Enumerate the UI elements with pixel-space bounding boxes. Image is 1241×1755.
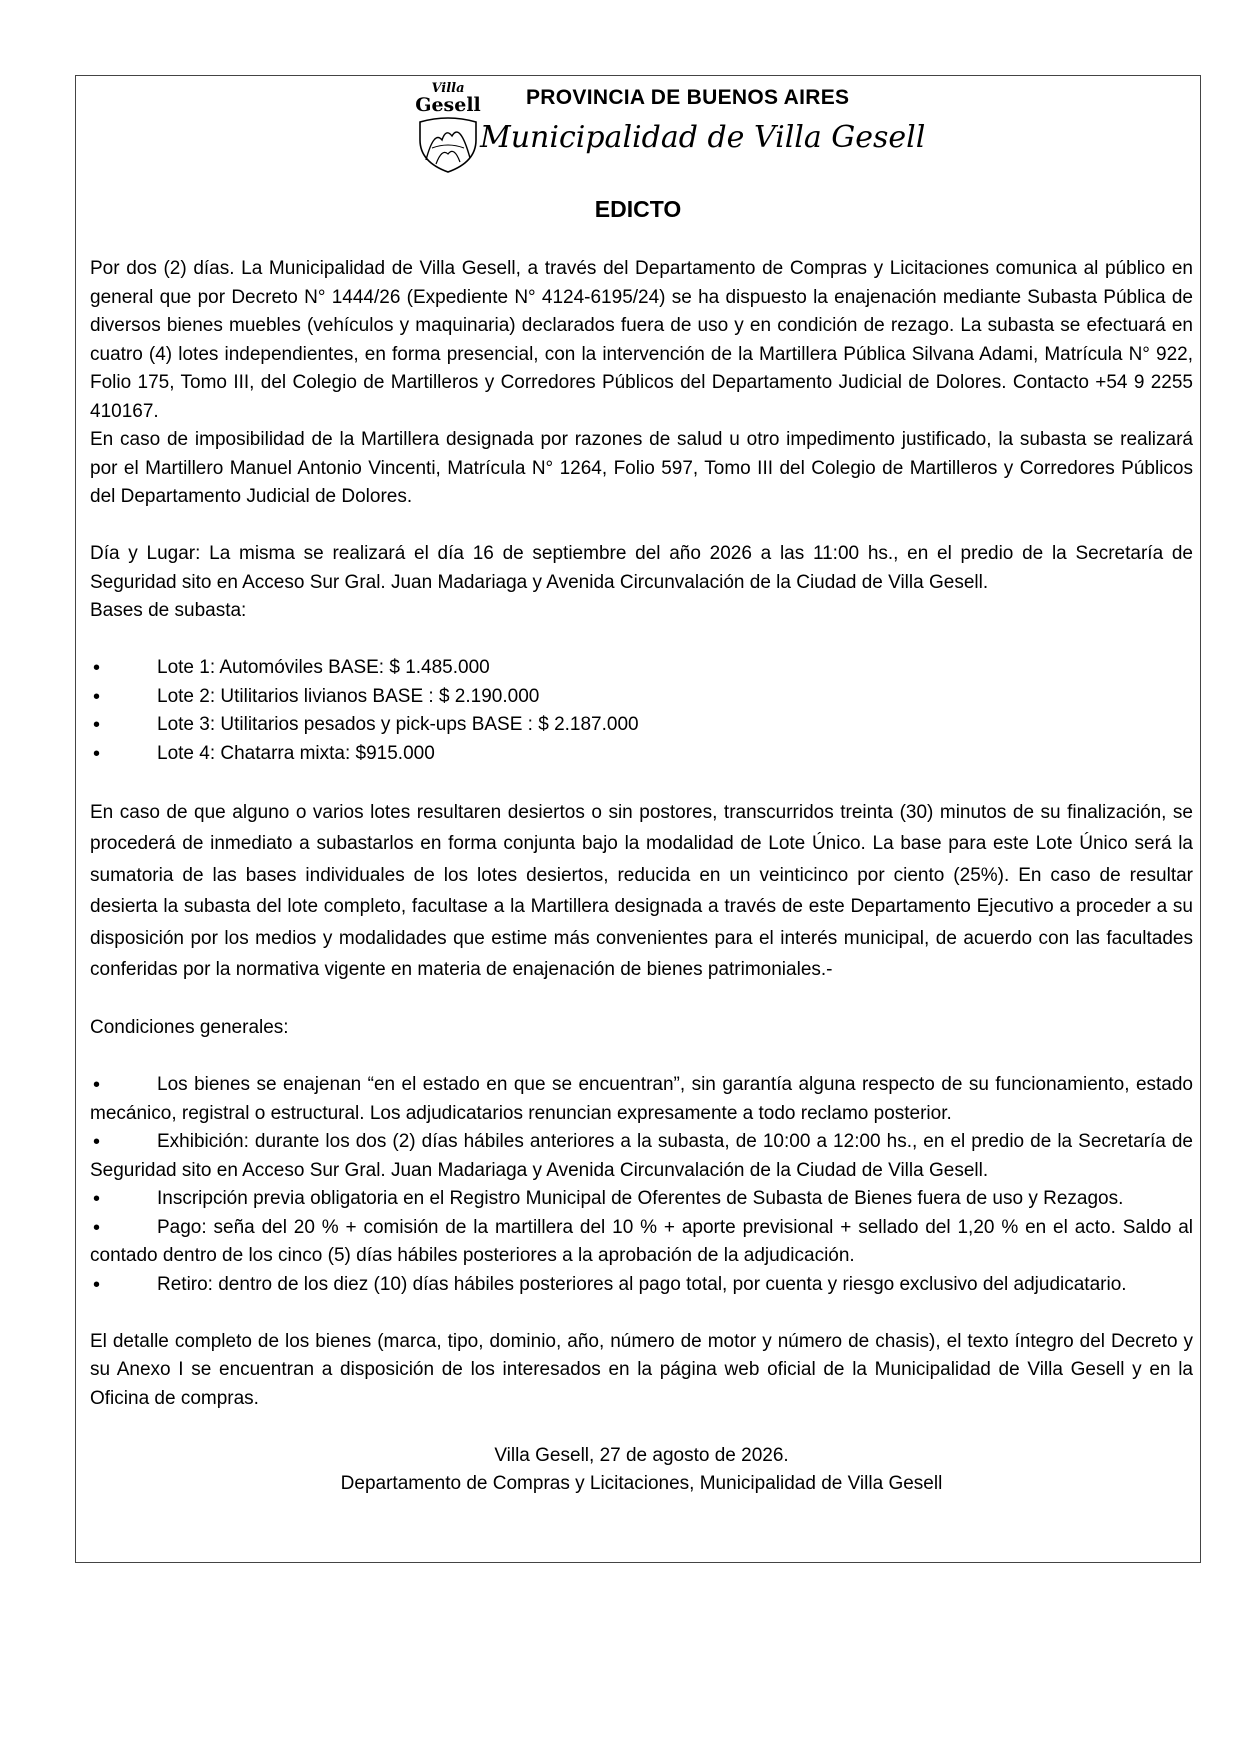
bullet-icon: • (93, 714, 101, 736)
date-place-paragraph: Día y Lugar: La misma se realizará el día 16 de septiembre del año 2026 a las 11:00 hs., en el predio de la Secretaría de Seguridad sito en Acceso Sur Gral. Juan Madariaga y Avenida Circunvalación de la Ciudad de Villa Gesell. (90, 543, 1193, 593)
conditions-list (90, 1071, 1193, 1299)
bullet-icon: • (93, 1074, 101, 1096)
letterhead (412, 78, 926, 178)
condition-text: Los bienes se enajenan “en el estado en que se encuentran”, sin garantía alguna respecto de su funcionamiento, estado mecánico, registral o estructural. Los adjudicatarios renuncian expresamente a todo reclamo posterior. (90, 1074, 1193, 1124)
list-item (90, 1214, 1193, 1271)
condition-text: Retiro: dentro de los diez (10) días hábiles posteriores al pago total, por cuenta y riesgo exclusivo del adjudicatario. (157, 1273, 1127, 1295)
villa-gesell-logo (412, 78, 484, 174)
condition-text: Exhibición: durante los dos (2) días hábiles anteriores a la subasta, de 10:00 a 12:00 hs., en el predio de la Secretaría de Seguridad sito en Acceso Sur Gral. Juan Madariaga y Avenida Circunvalación de la Ciudad de Villa Gesell. (90, 1131, 1193, 1181)
list-item (90, 1271, 1193, 1300)
lote-unico-paragraph: En caso de que alguno o varios lotes resultaren desiertos o sin postores, transcurridos treinta (30) minutos de su finalización, se procederá de inmediato a subastarlos en forma conjunta bajo la modalidad de Lote Único. La base para este Lote Único será la sumatoria de las bases individuales de los lotes desiertos, reducida en un veinticinco por ciento (25%). En caso de resultar desierta la subasta del lote completo, facultase a la Martillera designada a través de este Departamento Ejecutivo a proceder a su disposición por los medios y modalidades que estime más convenientes para el interés municipal, de acuerdo con las facultades conferidas por la normativa vigente en materia de enajenación de bienes patrimoniales.- (90, 801, 1193, 980)
place-date: Villa Gesell, 27 de agosto de 2026. (494, 1444, 789, 1466)
lots-list (90, 654, 1193, 768)
list-item (90, 1185, 1193, 1214)
list-item (90, 711, 1193, 740)
bases-heading: Bases de subasta: (90, 600, 247, 621)
bullet-icon: • (93, 1216, 101, 1239)
bullet-icon: • (93, 685, 101, 708)
bullet-icon: • (93, 657, 101, 679)
condition-text: Pago: seña del 20 % + comisión de la martillera del 10 % + aporte previsional + sellado del 1,20 % en el acto. Saldo al contado dentro de los cinco (5) días hábiles posteriores a la aprobación de la adjudicación. (90, 1216, 1193, 1266)
list-item (90, 654, 1193, 683)
svg-text:Gesell: Gesell (415, 94, 481, 116)
bullet-icon: • (93, 1131, 101, 1153)
list-item (90, 1071, 1193, 1128)
edict-title: EDICTO (594, 196, 682, 222)
province-name: PROVINCIA DE BUENOS AIRES (526, 86, 850, 109)
replacement-paragraph: En caso de imposibilidad de la Martillera designada por razones de salud u otro impedimento justificado, la subasta se realizará por el Martillero Manuel Antonio Vincenti, Matrícula N° 1264, Folio 597, Tomo III del Colegio de Martilleros y Corredores Públicos del Departamento Judicial de Dolores. (90, 429, 1193, 507)
lot-text: Lote 3: Utilitarios pesados y pick-ups BASE : $ 2.187.000 (157, 714, 639, 735)
bullet-icon: • (93, 1188, 101, 1210)
condition-text: Inscripción previa obligatoria en el Registro Municipal de Oferentes de Subasta de Bienes fuera de uso y Rezagos. (157, 1188, 1124, 1209)
svg-text:Villa: Villa (431, 81, 465, 96)
conditions-heading: Condiciones generales: (90, 1017, 289, 1038)
list-item (90, 1128, 1193, 1185)
details-paragraph: El detalle completo de los bienes (marca, tipo, dominio, año, número de motor y número de chasis), el texto íntegro del Decreto y su Anexo I se encuentran a disposición de los interesados en la página web oficial de la Municipalidad de Villa Gesell y en la Oficina de compras. (90, 1330, 1193, 1409)
lot-text: Lote 4: Chatarra mixta: $915.000 (157, 742, 435, 764)
list-item (90, 740, 1193, 769)
lot-text: Lote 1: Automóviles BASE: $ 1.485.000 (157, 657, 490, 678)
edict-body (90, 255, 1193, 1499)
signing-department: Departamento de Compras y Licitaciones, Municipalidad de Villa Gesell (340, 1473, 943, 1494)
lot-text: Lote 2: Utilitarios livianos BASE : $ 2.190.000 (157, 685, 540, 707)
bullet-icon: • (93, 1273, 101, 1296)
intro-paragraph: Por dos (2) días. La Municipalidad de Villa Gesell, a través del Departamento de Compras y Licitaciones comunica al público en general que por Decreto N° 1444/26 (Expediente N° 4124-6195/24) se ha dispuesto la enajenación mediante Subasta Pública de diversos bienes muebles (vehículos y maquinaria) declarados fuera de uso y en condición de rezago. La subasta se efectuará en cuatro (4) lotes independientes, en forma presencial, con la intervención de la Martillera Pública Silvana Adami, Matrícula N° 922, Folio 175, Tomo III, del Colegio de Martilleros y Corredores Públicos del Departamento Judicial de Dolores. Contacto +54 9 2255 410167. (90, 258, 1193, 422)
bullet-icon: • (93, 742, 101, 765)
municipality-name: Municipalidad de Villa Gesell (480, 120, 926, 155)
list-item (90, 683, 1193, 712)
